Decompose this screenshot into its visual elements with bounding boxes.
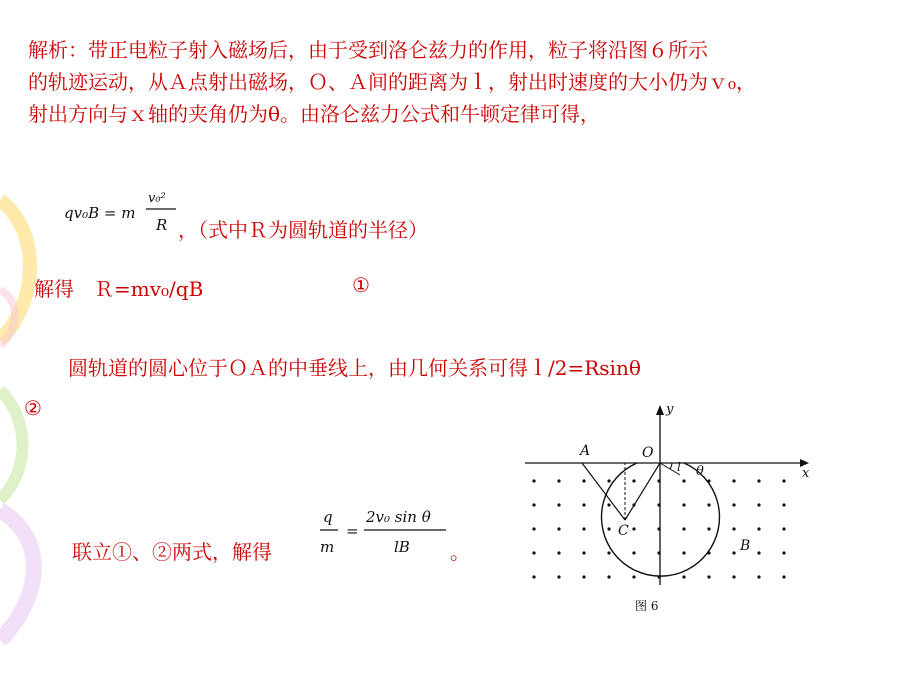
equation2-lhs-num: q [323,508,333,526]
field-dot [707,575,710,578]
lorentz-equation [62,174,182,244]
equation1-denominator: R [156,216,168,234]
geometry-marker: ② [24,396,42,420]
equation1-lhs: qv₀B = m [64,204,136,222]
label-b: B [740,538,751,554]
field-dot [557,503,560,506]
field-dot [557,527,560,530]
field-dot [632,551,635,554]
field-dot [532,479,535,482]
field-dot [582,551,585,554]
field-dot [732,503,735,506]
combine-period: 。 [450,540,470,564]
label-a: A [580,443,591,459]
field-dot [582,575,585,578]
figure-6-diagram [520,395,820,620]
field-dot [707,503,710,506]
field-dot [532,527,535,530]
field-dot [757,479,760,482]
label-theta: θ [696,464,704,479]
field-dot [557,575,560,578]
field-dot [607,551,610,554]
field-dot [557,479,560,482]
combine-line: 联立①、②两式，解得 [72,540,272,564]
field-dot [732,551,735,554]
result-line [34,273,370,302]
field-dot [532,575,535,578]
label-y: y [666,402,674,417]
field-dot [782,575,785,578]
field-dot [607,527,610,530]
field-dot [782,527,785,530]
field-dot [532,551,535,554]
theta-arc [670,463,672,469]
radius-co [625,463,660,520]
field-dot [707,527,710,530]
equation2-rhs-num: 2v₀ sin θ [366,508,431,526]
field-dot [582,527,585,530]
field-dot [582,503,585,506]
field-dot [732,575,735,578]
label-o: O [642,445,654,461]
field-dot [782,551,785,554]
field-dot [582,479,585,482]
label-c: C [618,523,629,539]
field-dot [632,575,635,578]
geometry-line: 圆轨道的圆心位于ＯＡ的中垂线上，由几何关系可得ｌ/2=Rsinθ [68,356,641,380]
equals-sign: = [346,522,359,540]
field-dot [782,479,785,482]
result-marker: ① [352,273,370,297]
field-dot [607,575,610,578]
field-dot [557,551,560,554]
equation1-numerator: v₀² [148,191,166,206]
magnetic-field-dots [532,479,785,578]
label-x: x [802,466,810,481]
field-dot [732,527,735,530]
field-dot [682,551,685,554]
field-dot [682,479,685,482]
y-axis-arrow [656,405,664,415]
field-dot [607,479,610,482]
field-dot [607,503,610,506]
result-text: 解得 Ｒ=mv₀/qB [34,277,204,301]
analysis-paragraph [28,34,878,130]
paragraph-line-1: 解析：带正电粒子射入磁场后，由于受到洛仑兹力的作用，粒子将沿图６所示 [28,38,708,62]
field-dot [682,575,685,578]
figure-caption: 图 6 [635,599,659,613]
label-l: l [677,460,681,474]
charge-mass-equation [318,500,450,562]
field-dot [757,527,760,530]
field-dot [532,503,535,506]
field-dot [757,575,760,578]
field-dot [632,527,635,530]
field-dot [682,527,685,530]
equation2-rhs-den: lB [394,538,410,556]
field-dot [757,551,760,554]
equation2-lhs-den: m [320,538,335,556]
radius-ca [582,463,625,520]
field-dot [732,479,735,482]
field-dot [782,503,785,506]
field-dot [632,479,635,482]
paragraph-line-2: 的轨迹运动，从Ａ点射出磁场，Ｏ、Ａ间的距离为ｌ，射出时速度的大小仍为ｖ₀， [28,70,757,94]
equation1-note: ，（式中Ｒ为圆轨道的半径） [178,218,428,242]
paragraph-line-3: 射出方向与ｘ轴的夹角仍为θ。由洛仑兹力公式和牛顿定律可得， [28,102,601,126]
field-dot [757,503,760,506]
field-dot [682,503,685,506]
